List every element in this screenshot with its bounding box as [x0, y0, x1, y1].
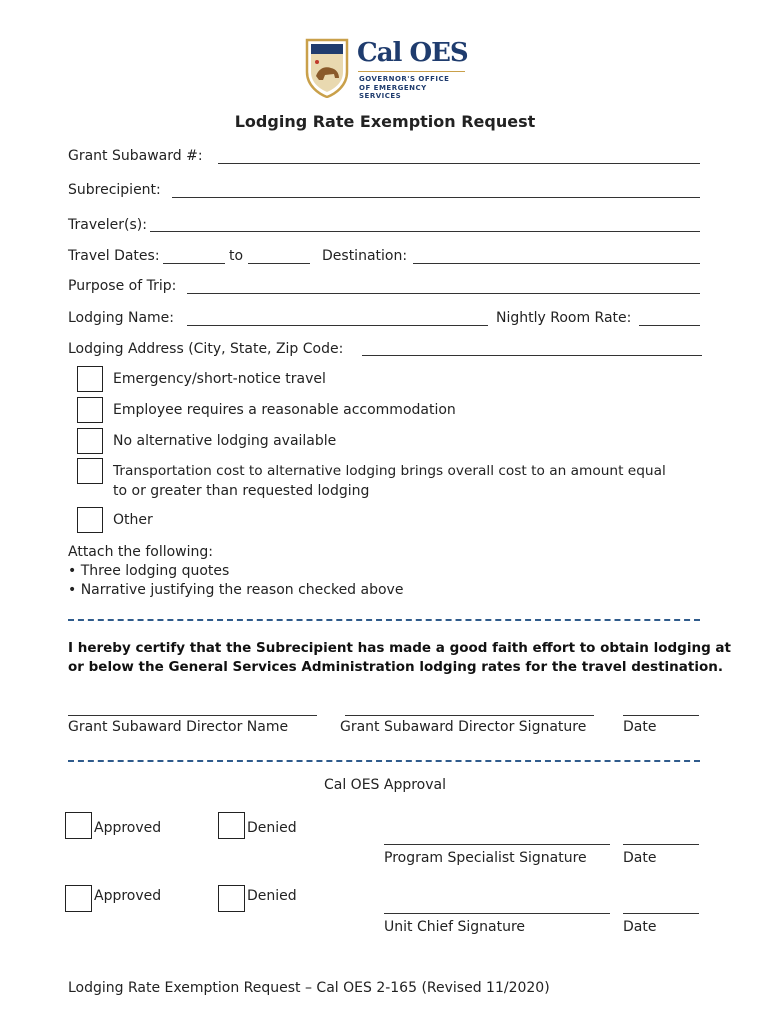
travel-dates-to-label: to	[229, 248, 244, 264]
destination-field[interactable]	[413, 246, 700, 264]
attach-heading: Attach the following:	[68, 544, 213, 560]
form-footer: Lodging Rate Exemption Request – Cal OES 2-165 (Revised 11/2020)	[68, 980, 550, 996]
certification-line-2: or below the General Services Administration lodging rates for the travel destination.	[68, 659, 723, 675]
no-alternative-checkbox[interactable]	[77, 428, 103, 454]
cal-oes-logo	[305, 38, 470, 98]
purpose-field[interactable]	[187, 276, 700, 294]
unit-chief-date-field[interactable]	[623, 896, 699, 914]
program-specialist-date-label: Date	[623, 850, 657, 866]
approval-divider	[68, 760, 700, 762]
other-label: Other	[113, 512, 153, 528]
emergency-label: Emergency/short-notice travel	[113, 371, 326, 387]
accommodation-checkbox[interactable]	[77, 397, 103, 423]
denied-label-2: Denied	[247, 888, 297, 904]
approved-checkbox-1[interactable]	[65, 812, 92, 839]
approved-checkbox-2[interactable]	[65, 885, 92, 912]
nightly-rate-field[interactable]	[639, 308, 700, 326]
grant-subaward-label: Grant Subaward #:	[68, 148, 203, 164]
attach-item-narrative: • Narrative justifying the reason checked above	[68, 582, 404, 598]
director-name-label: Grant Subaward Director Name	[68, 719, 289, 735]
accommodation-label: Employee requires a reasonable accommodation	[113, 402, 456, 418]
approval-heading: Cal OES Approval	[323, 777, 446, 793]
lodging-name-field[interactable]	[187, 308, 488, 326]
transportation-cost-label-line2: to or greater than requested lodging	[113, 483, 370, 499]
lodging-address-field[interactable]	[362, 338, 702, 356]
brand-name: Cal OES	[357, 38, 468, 68]
program-specialist-signature-field[interactable]	[384, 827, 610, 845]
travel-date-end-field[interactable]	[248, 246, 310, 264]
brand-subtitle-2: OF EMERGENCY SERVICES	[359, 84, 427, 100]
other-checkbox[interactable]	[77, 507, 103, 533]
brand-subtitle-1: GOVERNOR'S OFFICE	[359, 75, 450, 83]
no-alternative-label: No alternative lodging available	[113, 433, 337, 449]
subrecipient-label: Subrecipient:	[68, 182, 161, 198]
purpose-label: Purpose of Trip:	[68, 278, 177, 294]
director-name-field[interactable]	[68, 698, 317, 716]
destination-label: Destination:	[322, 248, 408, 264]
director-signature-label: Grant Subaward Director Signature	[340, 719, 587, 735]
denied-checkbox-2[interactable]	[218, 885, 245, 912]
lodging-name-label: Lodging Name:	[68, 310, 175, 326]
grant-subaward-field[interactable]	[218, 146, 700, 164]
director-signature-field[interactable]	[345, 698, 594, 716]
transportation-cost-checkbox[interactable]	[77, 458, 103, 484]
approved-label-2: Approved	[94, 888, 162, 904]
travel-date-start-field[interactable]	[163, 246, 225, 264]
travelers-field[interactable]	[150, 214, 700, 232]
cal-oes-seal-icon	[305, 38, 349, 98]
transportation-cost-label-line1: Transportation cost to alternative lodging brings overall cost to an amount equal	[113, 463, 666, 479]
unit-chief-signature-field[interactable]	[384, 896, 610, 914]
nightly-rate-label: Nightly Room Rate:	[496, 310, 632, 326]
travel-dates-label: Travel Dates:	[68, 248, 160, 264]
approved-label-1: Approved	[94, 820, 162, 836]
denied-checkbox-1[interactable]	[218, 812, 245, 839]
emergency-checkbox[interactable]	[77, 366, 103, 392]
director-date-label: Date	[623, 719, 657, 735]
program-specialist-date-field[interactable]	[623, 827, 699, 845]
director-date-field[interactable]	[623, 698, 699, 716]
certification-line-1: I hereby certify that the Subrecipient has made a good faith effort to obtain lodging at	[68, 640, 731, 656]
unit-chief-label: Unit Chief Signature	[384, 919, 526, 935]
brand-rule	[358, 71, 465, 72]
section-divider	[68, 619, 700, 621]
unit-chief-date-label: Date	[623, 919, 657, 935]
program-specialist-label: Program Specialist Signature	[384, 850, 587, 866]
subrecipient-field[interactable]	[172, 180, 700, 198]
attach-item-quotes: • Three lodging quotes	[68, 563, 230, 579]
travelers-label: Traveler(s):	[68, 217, 147, 233]
page-title: Lodging Rate Exemption Request	[234, 112, 536, 131]
denied-label-1: Denied	[247, 820, 297, 836]
lodging-address-label: Lodging Address (City, State, Zip Code:	[68, 341, 344, 357]
